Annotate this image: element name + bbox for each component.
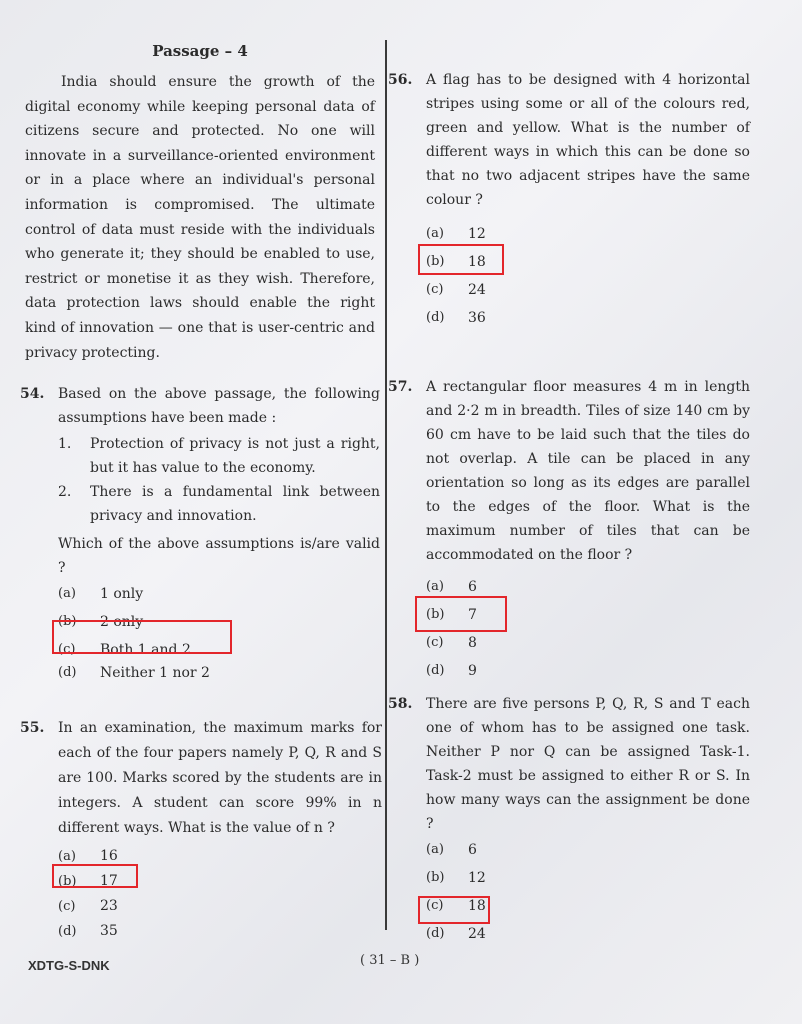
answer-highlight-box <box>52 864 138 888</box>
option-c[interactable]: (c) 18 <box>426 898 486 914</box>
question-prompt: Which of the above assumptions is/are valid ? <box>58 536 380 576</box>
option-b[interactable]: (b) 17 <box>58 873 118 889</box>
option-b[interactable]: (b) 2 only <box>58 614 144 630</box>
option-d[interactable]: (d) 36 <box>426 310 486 326</box>
option-d[interactable]: (d) 9 <box>426 663 477 679</box>
question-55 <box>20 716 382 944</box>
option-c[interactable]: (c) 8 <box>426 635 477 651</box>
option-c[interactable]: (c) 23 <box>58 898 118 914</box>
answer-highlight-box <box>415 596 507 632</box>
question-number: 58. <box>388 696 413 712</box>
question-number: 55. <box>20 720 45 736</box>
question-stem: There are five persons P, Q, R, S and T each one of whom has to be assigned one task. Neither P nor Q can be assigned Task-1. Task-2 must be assigned to either R or S. In how many ways can the assignment be done ? <box>426 696 750 832</box>
option-d[interactable]: (d) 35 <box>58 923 118 939</box>
question-57 <box>388 375 750 685</box>
option-b[interactable]: (b) 12 <box>426 870 486 886</box>
assumption-item <box>58 480 380 528</box>
option-a[interactable]: (a) 16 <box>58 848 118 864</box>
assumption-item <box>58 432 380 480</box>
option-a[interactable]: (a) 6 <box>426 579 477 595</box>
question-number: 57. <box>388 379 413 395</box>
answer-highlight-box <box>52 620 232 654</box>
question-number: 54. <box>20 386 45 402</box>
question-stem: A flag has to be designed with 4 horizontal stripes using some or all of the colours red, green and yellow. What is the number of different ways in which this can be done so that no two adjacent stripes have the same colour ? <box>426 72 750 208</box>
assumption-text: There is a fundamental link between privacy and innovation. <box>90 484 380 524</box>
assumption-text: Protection of privacy is not just a right, but it has value to the economy. <box>90 436 380 476</box>
passage-text: India should ensure the growth of the digital economy while keeping personal data of citizens secure and protected. No one will innovate in a surveillance-oriented environment or in a place where an individual's personal information is compromised. The ultimate control of data must reside with the individuals who generate it; they should be enabled to use, restrict or monetise it as they wish. Therefore, data protection laws should enable the right kind of innovation — one that is user-centric and privacy protecting. <box>25 74 375 361</box>
option-c[interactable]: (c) Both 1 and 2 <box>58 642 191 658</box>
option-d[interactable]: (d) Neither 1 nor 2 <box>58 665 210 681</box>
option-b[interactable]: (b) 7 <box>426 607 477 623</box>
question-stem: A rectangular floor measures 4 m in length and 2·2 m in breadth. Tiles of size 140 cm by 60 cm have to be laid such that the tiles do not overlap. A tile can be placed in any orientation so long as its edges are parallel to the edges of the floor. What is the maximum number of tiles that can be accommodated on the floor ? <box>426 379 750 563</box>
left-column <box>25 42 375 365</box>
option-c[interactable]: (c) 24 <box>426 282 486 298</box>
option-a[interactable]: (a) 6 <box>426 842 477 858</box>
page-number: ( 31 – B ) <box>360 953 420 968</box>
question-number: 56. <box>388 72 413 88</box>
option-a[interactable]: (a) 1 only <box>58 586 144 602</box>
answer-highlight-box <box>418 244 504 275</box>
column-divider <box>385 40 387 930</box>
option-b[interactable]: (b) 18 <box>426 254 486 270</box>
assumption-number: 1. <box>58 436 72 452</box>
question-stem: In an examination, the maximum marks for each of the four papers namely P, Q, R and S are 100. Marks scored by the students are in integers. A student can score 99% in n different ways. What is the value of n ? <box>58 720 382 836</box>
question-56 <box>388 68 750 332</box>
option-a[interactable]: (a) 12 <box>426 226 486 242</box>
option-d[interactable]: (d) 24 <box>426 926 486 942</box>
answer-highlight-box <box>418 896 490 924</box>
paper-code: XDTG-S-DNK <box>28 958 110 973</box>
question-stem: Based on the above passage, the following assumptions have been made : <box>58 386 380 426</box>
passage-title: Passage – 4 <box>152 42 248 60</box>
assumption-number: 2. <box>58 484 72 500</box>
